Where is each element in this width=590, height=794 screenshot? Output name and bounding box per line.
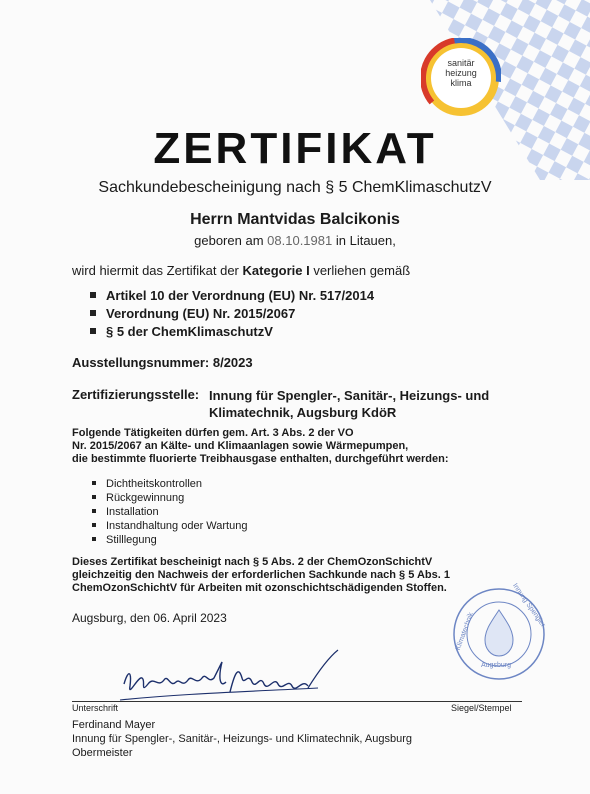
legal-basis-item [90, 324, 273, 339]
legal-basis-text: § 5 der ChemKlimaschutzV [106, 324, 273, 339]
legal-basis-item [90, 306, 295, 321]
logo-line-1: sanitär [447, 58, 475, 68]
signer-organization: Innung für Spengler-, Sanitär-, Heizungs- und Klimatechnik, Augsburg [72, 733, 412, 745]
bullet-square [92, 495, 96, 499]
logo-text [421, 58, 501, 88]
logo-line-3: klima [450, 78, 472, 88]
task-item [92, 492, 184, 504]
legal-basis-item [90, 288, 374, 303]
legal-basis-text: Verordnung (EU) Nr. 2015/2067 [106, 306, 296, 321]
task-text: Instandhaltung oder Wartung [106, 520, 248, 532]
task-text: Rückgewinnung [106, 492, 185, 504]
task-item [92, 478, 202, 490]
tasks-intro [72, 427, 542, 466]
bullet-square [92, 523, 96, 527]
signature-line [72, 701, 522, 702]
seal-left-text: Klimatechnik [454, 611, 475, 652]
closing-line-1: Dieses Zertifikat bescheinigt nach § 5 Abs. 2 der ChemOzonSchichtV [72, 556, 433, 568]
task-text: Installation [106, 506, 159, 518]
logo-line-2: heizung [445, 68, 477, 78]
intro-suffix: verliehen gemäß [313, 263, 411, 278]
certification-body-name [209, 387, 539, 421]
bullet-square [90, 328, 96, 334]
certification-body-line-1: Innung für Spengler-, Sanitär-, Heizungs- und [209, 388, 490, 403]
handwritten-signature [118, 648, 343, 708]
bullet-square [92, 481, 96, 485]
signature-label: Unterschrift [72, 703, 119, 713]
born-date: 08.10.1981 [267, 233, 333, 248]
intro-prefix: wird hiermit das Zertifikat der [72, 263, 239, 278]
recipient-name: Herrn Mantvidas Balcikonis [190, 211, 400, 228]
bullet-square [92, 537, 96, 541]
signer-block [72, 718, 412, 760]
signer-name: Ferdinand Mayer [72, 719, 156, 731]
seal-bottom-text: Augsburg [481, 662, 511, 669]
certificate-title: ZERTIFIKAT [153, 124, 437, 173]
tasks-intro-line-2: Nr. 2015/2067 an Kälte- und Klimaanlagen sowie Wärmepumpen, [72, 440, 409, 452]
task-text: Stilllegung [106, 534, 157, 546]
legal-basis-text: Artikel 10 der Verordnung (EU) Nr. 517/2014 [106, 288, 375, 303]
born-prefix: geboren am [194, 233, 264, 248]
bullet-square [90, 310, 96, 316]
task-text: Dichtheitskontrollen [106, 478, 202, 490]
bullet-square [92, 509, 96, 513]
certification-body-label: Zertifizierungsstelle: [72, 387, 200, 402]
seal-label: Siegel/Stempel [451, 703, 512, 713]
issue-number: Ausstellungsnummer: 8/2023 [72, 355, 253, 370]
certification-body-line-2: Klimatechnik, Augsburg KdöR [209, 405, 397, 420]
born-suffix: in Litauen, [335, 233, 396, 248]
task-item [92, 506, 159, 518]
recipient-birth-info [0, 233, 590, 248]
place-and-date: Augsburg, den 06. April 2023 [72, 611, 227, 625]
signer-role: Obermeister [72, 747, 133, 759]
closing-line-2: gleichzeitig den Nachweis der erforderlichen Sachkunde nach § 5 Abs. 1 [72, 569, 450, 581]
seal-top-text: Innung Spengler [511, 582, 547, 629]
task-item [92, 520, 247, 532]
certificate-subtitle: Sachkundebescheinigung nach § 5 ChemKlimaschutzV [98, 179, 492, 196]
closing-line-3: ChemOzonSchichtV für Arbeiten mit ozonschichtschädigenden Stoffen. [72, 582, 447, 594]
bullet-square [90, 292, 96, 298]
intro-sentence [72, 263, 410, 278]
task-item [92, 534, 157, 546]
tasks-intro-line-3: die bestimmte fluorierte Treibhausgase enthalten, durchgeführt werden: [72, 453, 449, 465]
category: Kategorie I [242, 263, 310, 278]
tasks-intro-line-1: Folgende Tätigkeiten dürfen gem. Art. 3 Abs. 2 der VO [72, 427, 354, 439]
